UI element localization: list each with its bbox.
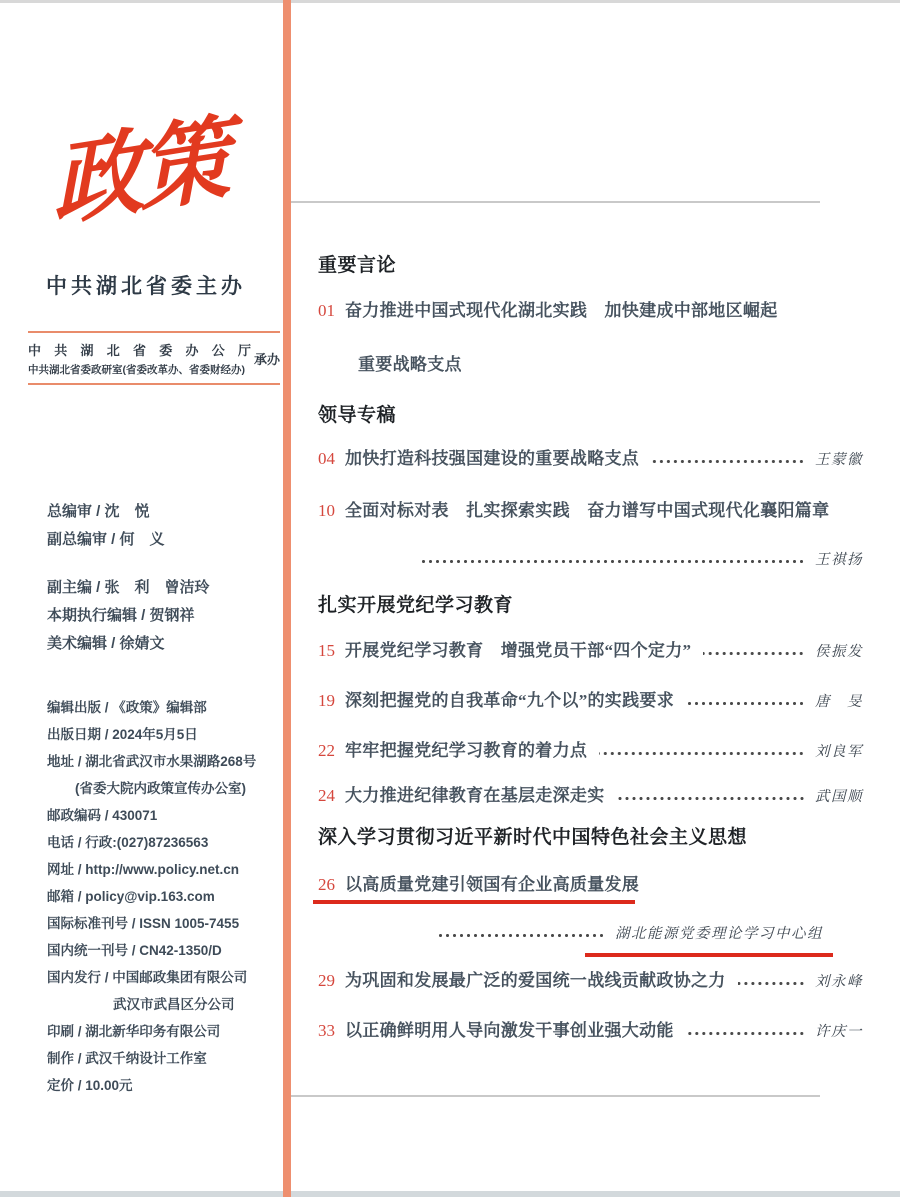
- page-number: 29: [318, 971, 335, 990]
- staff-line: 副总编审 / 何 义: [47, 531, 165, 548]
- dot-leader: [686, 1031, 805, 1036]
- page-number: 22: [318, 741, 335, 760]
- page-number: 01: [318, 301, 335, 320]
- toc-row-continuation: [318, 350, 863, 375]
- article-title: 大力推进纪律教育在基层走深走实: [345, 786, 605, 805]
- publication-line: (省委大院内政策宣传办公室): [75, 781, 246, 796]
- toc-row: [318, 736, 863, 761]
- dot-leader: [738, 981, 805, 986]
- toc-main: [318, 0, 863, 1197]
- undertaker-label: 承办: [253, 352, 280, 367]
- publication-line: 邮政编码 / 430071: [47, 808, 158, 823]
- page-number: 19: [318, 691, 335, 710]
- red-underline-author: [585, 953, 833, 957]
- publication-line: 国内统一刊号 / CN42-1350/D: [47, 943, 222, 958]
- article-title: 加快打造科技强国建设的重要战略支点: [345, 449, 640, 468]
- author-name: 湖北能源党委理论学习中心组: [615, 926, 823, 942]
- author-name: 唐 旻: [815, 694, 863, 710]
- toc-row-continuation: [318, 922, 863, 943]
- author-name: 侯振发: [815, 644, 863, 660]
- staff-line: 美术编辑 / 徐婧文: [47, 635, 165, 652]
- article-title: 开展党纪学习教育 增强党员干部“四个定力”: [345, 641, 692, 660]
- toc-row: [318, 966, 863, 991]
- organizer-line: 中共湖北省委主办: [46, 274, 246, 298]
- toc-row: [318, 870, 863, 895]
- staff-line: 总编审 / 沈 悦: [47, 503, 150, 520]
- dot-leader: [617, 796, 806, 801]
- toc-section-title: 领导专稿: [318, 405, 397, 426]
- author-name: 刘永峰: [815, 974, 863, 990]
- publication-line: 地址 / 湖北省武汉市水果湖路268号: [47, 754, 257, 769]
- staff-line: 副主编 / 张 利 曾洁玲: [47, 579, 210, 596]
- co-organizer-box: [28, 331, 280, 385]
- toc-row: [318, 686, 863, 711]
- publication-line: 编辑出版 / 《政策》编辑部: [47, 700, 207, 715]
- toc-row: [318, 296, 863, 321]
- article-title-line2: 重要战略支点: [358, 355, 462, 374]
- toc-section-title: 扎实开展党纪学习教育: [318, 595, 514, 616]
- dot-leader: [422, 559, 805, 564]
- article-title: 以正确鲜明用人导向激发干事创业强大动能: [345, 1021, 674, 1040]
- vertical-divider-line: [283, 0, 291, 1197]
- dot-leader: [703, 651, 805, 656]
- article-title: 为巩固和发展最广泛的爱国统一战线贡献政协之力: [345, 971, 726, 990]
- article-title: 深刻把握党的自我革命“九个以”的实践要求: [345, 691, 674, 710]
- publication-line: 定价 / 10.00元: [47, 1078, 133, 1093]
- red-underline-title: [313, 900, 635, 904]
- staff-line: 本期执行编辑 / 贺钢祥: [47, 607, 195, 624]
- page-number: 26: [318, 875, 335, 894]
- dot-leader: [686, 701, 805, 706]
- page-number: 33: [318, 1021, 335, 1040]
- magazine-logo: 政策: [49, 103, 229, 240]
- publication-line: 国际标准刊号 / ISSN 1005-7455: [47, 916, 240, 931]
- publication-line: 网址 / http://www.policy.net.cn: [47, 862, 239, 877]
- staff-block-2: [47, 574, 210, 658]
- author-name: 王祺扬: [815, 552, 863, 568]
- toc-row: [318, 1016, 863, 1041]
- toc-row: [318, 496, 863, 521]
- page-number: 24: [318, 786, 335, 805]
- publication-line: 出版日期 / 2024年5月5日: [47, 727, 198, 742]
- publication-line: 国内发行 / 中国邮政集团有限公司: [47, 970, 248, 985]
- toc-section-title: 重要言论: [318, 255, 397, 276]
- article-title: 全面对标对表 扎实探索实践 奋力谱写中国式现代化襄阳篇章: [345, 501, 830, 520]
- co-organizer-line1: 中共湖北省委办公厅: [28, 343, 251, 358]
- toc-row: [318, 444, 863, 469]
- publication-line: 电话 / 行政:(027)87236563: [47, 835, 209, 850]
- toc-row-continuation: [318, 548, 863, 569]
- author-name: 许庆一: [815, 1024, 863, 1040]
- article-title: 以高质量党建引领国有企业高质量发展: [345, 875, 640, 894]
- publication-info-block: [47, 694, 256, 1099]
- toc-row: [318, 636, 863, 661]
- toc-section-title: 深入学习贯彻习近平新时代中国特色社会主义思想: [318, 827, 748, 848]
- page-number: 10: [318, 501, 335, 520]
- article-title: 牢牢把握党纪学习教育的着力点: [345, 741, 588, 760]
- article-title: 奋力推进中国式现代化湖北实践 加快建成中部地区崛起: [345, 301, 778, 320]
- dot-leader: [599, 751, 805, 756]
- author-name: 刘良军: [815, 744, 863, 760]
- dot-leader: [651, 459, 805, 464]
- author-name: 王蒙徽: [815, 452, 863, 468]
- publication-line: 邮箱 / policy@vip.163.com: [47, 889, 215, 904]
- publication-line: 武汉市武昌区分公司: [113, 997, 235, 1012]
- staff-block-1: [47, 498, 165, 554]
- co-organizer-lines: [28, 340, 251, 377]
- toc-row: [318, 781, 863, 806]
- co-organizer-line2: 中共湖北省委政研室(省委改革办、省委财经办): [28, 364, 245, 376]
- author-name: 武国顺: [815, 789, 863, 805]
- dot-leader: [435, 933, 605, 938]
- publication-line: 制作 / 武汉千纳设计工作室: [47, 1051, 207, 1066]
- page-number: 15: [318, 641, 335, 660]
- page-number: 04: [318, 449, 335, 468]
- publication-line: 印刷 / 湖北新华印务有限公司: [47, 1024, 221, 1039]
